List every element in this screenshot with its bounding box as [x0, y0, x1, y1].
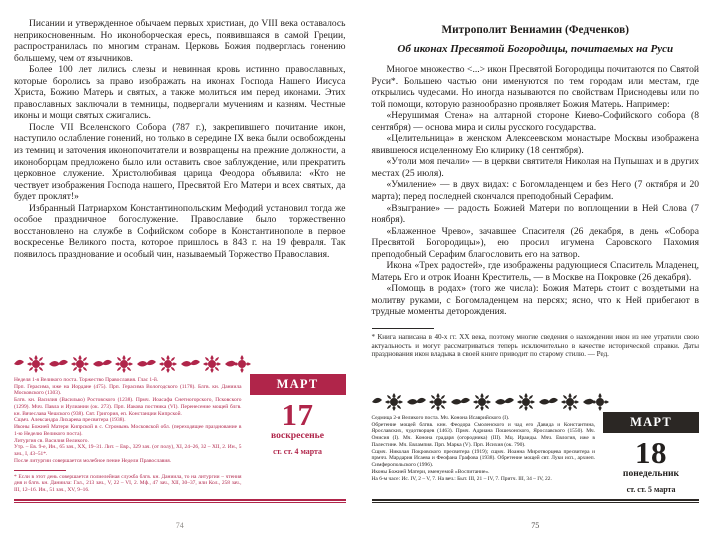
paragraph: После VII Вселенского Собора (787 г.), закрепившего почитание икон, наступило ослабление гонений, но только в середине IX века были освобождены из темниц и заточения иконопочитатели и возвращены на прежние должности, а иконоборцам предложено было или оставить свое заблуждение, или прекратить церковное служение. Христолюбивая царица Феодора объявила: «Кто не чествует изображения Господа нашего, Пресвятой Его Матери и всех святых, да будет проклят!»: [14, 121, 346, 203]
month-label: МАРТ: [603, 412, 699, 433]
calendar-line: Литургия св. Василия Великого.: [14, 437, 89, 444]
calendar-line: Сщмч. Николая Покровского пресвитера (1919); сщмч. Иоанна Миротворцева пресвитера и прмчч. Мардария Исаева и Феофана Графова (1938). Обретение мощей свт. Луки исп., архиеп. Симферопольского (1996).: [371, 448, 595, 469]
left-spacer: [14, 260, 346, 347]
paragraph: Избранный Патриархом Константинопольским Мефодий установил тогда же особое праздничное богослужение. Православие было торжественно восстановлено на службе в Софийском соборе в Константинополе в первое воскресенье Великого поста, которое пришлось в 843 г. на 19 февраля. Так появилось празднование и особый чин, называемый Торжество Православия.: [14, 202, 346, 260]
calendar-line: Прп. Герасима, иже на Иордане (475). Прп. Герасима Вологодского (1178). Блгв. кн. Даниила Московского (1303).: [14, 383, 242, 397]
right-page: [356, 0, 711, 540]
paragraph: «Умиление» — в двух видах: с Богомладенцем и без Него (7 октября и 20 марта); перед последней скончался преподобный Серафим.: [371, 179, 699, 203]
paragraph: «Взыграние» — радость Божией Матери по воплощении в Ней Слова (7 ноября).: [371, 202, 699, 226]
left-page-number: 74: [175, 521, 184, 530]
right-body-text: [372, 64, 700, 318]
footnote-rule: [14, 470, 66, 471]
right-calendar-text: [372, 412, 596, 483]
calendar-line: Иконы Божией Матери Кипрской в с. Стромынь Московской обл. (переходящее празднование в 1-ю Неделю Великого поста).: [14, 424, 242, 437]
right-footnote: [372, 328, 700, 359]
paragraph: Многое множество <...> икон Пресвятой Богородицы почитаются по Святой Руси*. Большею частью они именуются по тем городам или местам, где открылись чудесами. Но иногда называются по свойствам Приснодевы или по той помощи, которую разнообразно проявляет Божия Матерь. Например:: [371, 64, 699, 110]
month-label: МАРТ: [250, 374, 346, 395]
calendar-line: Неделя 1-я Великого поста. Торжество Православия. Глас 1-й.: [14, 376, 159, 383]
article-author: Митрополит Вениамин (Федченков): [441, 24, 630, 36]
calendar-line: Утр. – Ев. 9-е, Ин., 65 зач., XX, 19–31. Лит. – Евр., 329 зач. (от полу), XI, 24–26, 32 – XII, 2. Ин., 5 зач., I, 43–51*.: [14, 444, 242, 458]
right-calendar-row: [372, 412, 700, 494]
calendar-line: На 6-м часе: Ис. IV, 2 – V, 7. На веч.: Быт. III, 21 – IV, 7. Притч. III, 34 – IV, 22.: [371, 475, 552, 482]
calendar-line: Обретение мощей блгвв. кнн. Феодора Смоленского и чад его Давида и Константина, Ярославских, чудотворцев (1463). Прмч. Адриана Пошехонского, Ярославского (1550). Мч. Онисия (I). Мч. Конона градаря (огородника) (III). Мц. Ираиды. Мчч. Евлогия, иже в Палестине. Мч. Евлампия. Прп. Марка (V). Прп. Исихия (ок. 790).: [371, 421, 595, 448]
old-style-date: ст. ст. 5 марта: [626, 484, 676, 494]
paragraph: «Целительница» в женском Алексеевском монастыре Москвы изображена явившеюся исцеленному Ею клирику (18 сентября).: [371, 133, 699, 156]
rule-thin: [372, 502, 700, 503]
footnote-text: * Книга написана в 40-х гг. XX века, поэтому многие сведения о нахождении икон из нее утратили свою актуальность и могут рассматриваться теперь исключительно в качестве исторической справки. Даты празднования икон владыка в своей книге приводит по старому стилю. — Ред.: [371, 333, 699, 359]
paragraph: «Нерушимая Стена» на алтарной стороне Киево-Софийского собора (8 сентября) — основа мира и силы русского государства.: [371, 110, 699, 133]
weekday-label: воскресенье: [271, 429, 324, 441]
article-title: Об иконах Пресвятой Богородицы, почитаемых на Руси: [397, 43, 674, 55]
footnote-rule: [372, 328, 434, 329]
calendar-line: Блгв. кн. Василия (Василько) Ростовского (1238). Прмч. Иоасафа Снетногорского, Псковского (1299). Мчч. Павла и Иулиании (ок. 273). Прп. Иакова постника (VI). Перенесение мощей блгв. кн. Вячеслава Чешского (938). Свт. Григория, еп. Констанции Кипрской.: [14, 397, 242, 417]
day-number: 18: [635, 434, 667, 470]
rule-thin: [14, 502, 346, 503]
calendar-line: Иконы Божией Матери, именуемой «Воспитание».: [371, 468, 490, 475]
calendar-line: Сщмч. Александра Лихарева пресвитера (1938).: [14, 417, 126, 424]
left-calendar-footnote: [14, 470, 242, 494]
day-number: 17: [281, 396, 314, 432]
date-box-march-18: [603, 412, 699, 494]
weekday-label: понедельник: [622, 467, 680, 479]
floral-ornament-icon: [372, 392, 700, 412]
left-calendar-row: [14, 374, 346, 494]
right-bottom-rules: [372, 499, 700, 503]
left-bottom-rules: [14, 499, 346, 503]
date-box-march-17: [250, 374, 346, 456]
rule-thick: [14, 499, 346, 501]
right-page-number: 75: [531, 521, 540, 530]
footnote-text: * Если в этот день совершается полиелейная служба блгв. кн. Даниила, то на литургии – чтения дня и блгв. кн. Даниила: Гал., 213 зач., V, 22 – VI, 2. Мф., 47 зач., XII, 30–37, или Кол., 258 зач., III, 12–16. Ин., 51 зач., XV, 9–16.: [14, 473, 242, 494]
old-style-date: ст. ст. 4 марта: [273, 446, 322, 456]
calendar-line: После литургии совершается молебное пение Недели Православия.: [14, 457, 172, 464]
rule-thick: [372, 499, 700, 501]
paragraph: Более 100 лет лились слезы и невинная кровь истинно православных, которые боролись за право изображать на иконах Господа Нашего Иисуса Христа, Божию Матерь и святых, а также молиться им перед иконами. Этих православных заключали в темницы, подвергали мучениям и казням. Честные иконы и мощи святых сжигались.: [14, 64, 346, 122]
right-spacer: [372, 359, 700, 386]
paragraph: «Помощь в родах» (того же числа): Божия Матерь стоит с воздетыми на молитву руками, с Богомладенцем на персях; ясно, что к Ней прибегают в трудные моменты деторождения.: [371, 283, 699, 318]
left-calendar-text: [14, 374, 242, 494]
paragraph: «Блаженное Чрево», зачавшее Спасителя (26 декабря, в день «Собора Пресвятой Богородицы»), ею просил игумена Саровского Пахомия преподобный Серафим благословить его на затвор.: [371, 225, 699, 260]
paragraph: «Утоли моя печали» — в церкви святителя Николая на Пупышах и в других местах (25 июля).: [371, 156, 699, 179]
paragraph: Писании и утвержденное обычаем первых христиан, до VIII века оставалось неприкосновенным. Но иконоборческая ересь, появившаяся в самой Греции, распространилась по многим странам. Церковь Божия подверглась гонению большему, чем от язычников.: [14, 18, 346, 64]
right-ornament-row: [372, 392, 700, 412]
left-ornament-row: [14, 354, 346, 374]
floral-ornament-icon: [14, 354, 346, 374]
calendar-line: Седмица 2-я Великого поста. Мч. Конона Исаврийского (I).: [371, 414, 510, 421]
paragraph: Икона «Трех радостей», где изображены радующиеся Спаситель Младенец, Матерь Его и отрок Иоанн Креститель, — в Москве на Покровке (26 декабря).: [371, 260, 699, 283]
left-body-text: [14, 18, 346, 260]
